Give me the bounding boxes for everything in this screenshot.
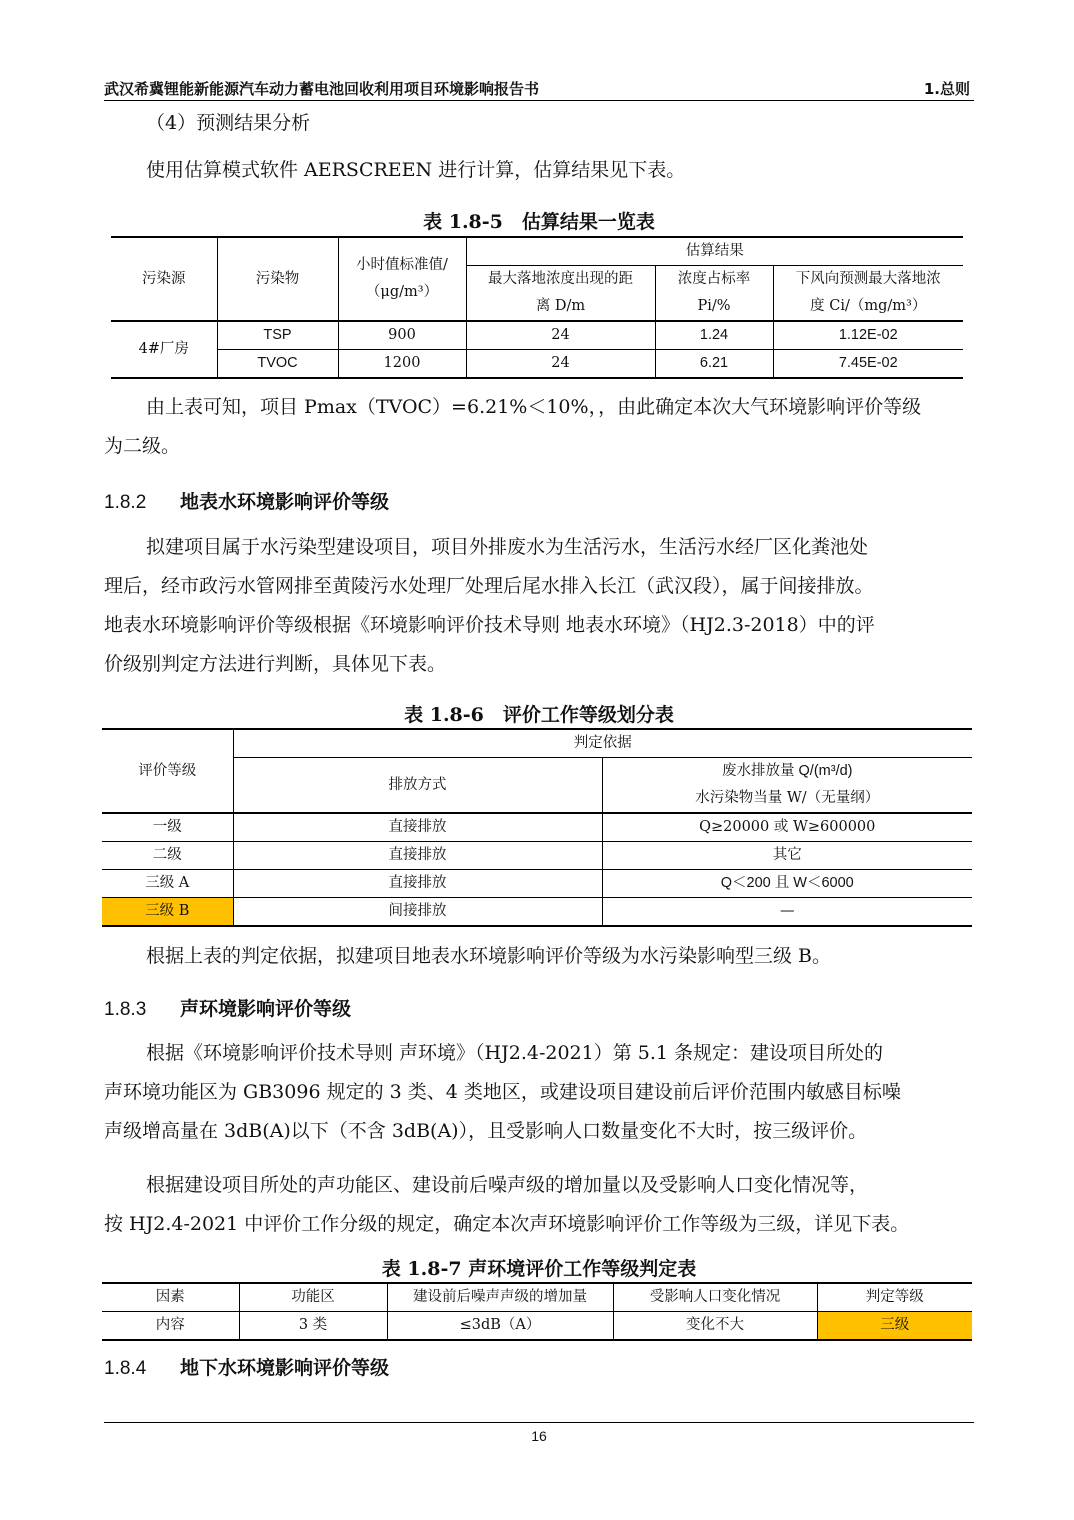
page-number: 16 (531, 1428, 547, 1444)
table-caption-1-8-5: 表 1.8-5 估算结果一览表 (423, 211, 655, 233)
grade-cell-highlighted: 三级 (817, 1312, 972, 1341)
table-row (111, 321, 963, 350)
table-row (102, 898, 972, 927)
chapter-label: 1.总则 (923, 80, 970, 98)
level-cell: 三级 A (102, 870, 233, 898)
noise-paragraph-2: 根据建设项目所处的声功能区、建设前后噪声级的增加量以及受影响人口变化情况等， 按 HJ2.4-2021 中评价工作分级的规定，确定本次声环境影响评价工作等级为三级，详见下表。 (104, 1174, 910, 1235)
criteria-cell: — (602, 898, 972, 927)
level-cell: 二级 (102, 842, 233, 870)
method-cell: 直接排放 (233, 813, 602, 842)
pollutant-cell: TSP (217, 321, 338, 350)
method-cell: 间接排放 (233, 898, 602, 927)
header-grade: 判定等级 (817, 1283, 972, 1312)
ratio-cell: 6.21 (655, 350, 773, 379)
criteria-cell: Q＜200 且 W＜6000 (602, 870, 972, 898)
header-divider (104, 100, 974, 101)
header-source: 污染源 (111, 237, 217, 321)
header-increase: 建设前后噪声声级的增加量 (387, 1283, 613, 1312)
table-row (102, 842, 972, 870)
table-caption-1-8-7: 表 1.8-7 声环境评价工作等级判定表 (381, 1258, 697, 1280)
concentration-cell: 7.45E-02 (773, 350, 963, 379)
header-factor: 因素 (102, 1283, 239, 1312)
header-level: 评价等级 (102, 729, 233, 813)
criteria-cell: 其它 (602, 842, 972, 870)
header-concentration: 下风向预测最大落地浓 度 Ci/（mg/m³） (773, 266, 963, 322)
header-standard: 小时值标准值/ （μg/m³） (338, 237, 466, 321)
header-population: 受影响人口变化情况 (613, 1283, 817, 1312)
table-header-row (102, 1283, 972, 1312)
table-row (102, 870, 972, 898)
table-row (111, 350, 963, 379)
criteria-cell: Q≥20000 或 W≥600000 (602, 813, 972, 842)
zone-cell: 3 类 (239, 1312, 387, 1341)
report-title: 武汉希冀锂能新能源汽车动力蓄电池回收利用项目环境影响报告书 (104, 80, 540, 98)
ratio-cell: 1.24 (655, 321, 773, 350)
table-row (102, 1312, 972, 1341)
header-ratio: 浓度占标率 Pi/% (655, 266, 773, 322)
header-results: 估算结果 (466, 237, 963, 266)
header-pollutant: 污染物 (217, 237, 338, 321)
header-method: 排放方式 (233, 758, 602, 814)
air-conclusion: 由上表可知，项目 Pmax（TVOC）=6.21%＜10%，，由此确定本次大气环境影响评价等级 为二级。 (104, 396, 922, 457)
noise-grading-table (102, 1282, 972, 1341)
level-cell-highlighted: 三级 B (102, 898, 233, 927)
table-row (102, 813, 972, 842)
standard-cell: 1200 (338, 350, 466, 379)
estimation-results-table (111, 236, 963, 379)
distance-cell: 24 (466, 350, 655, 379)
section-1-8-2-heading: 1.8.2 地表水环境影响评价等级 (104, 491, 390, 513)
header-criteria: 废水排放量 Q/(m³/d) 水污染物当量 W/（无量纲） (602, 758, 972, 814)
prediction-description: 使用估算模式软件 AERSCREEN 进行计算，估算结果见下表。 (146, 159, 686, 181)
page-header (104, 78, 974, 100)
source-cell: 4#厂房 (111, 321, 217, 378)
noise-paragraph-1: 根据《环境影响评价技术导则 声环境》（HJ2.4-2021）第 5.1 条规定：建设项目所处的 声环境功能区为 GB3096 规定的 3 类、4 类地区，或建设项目建设前后评价范围内敏感目标噪 声级增高量在 3dB(A)以下（不含 3dB(A)），且受影响人口数量变化不大时，按三级评价。 (104, 1042, 901, 1142)
level-cell: 一级 (102, 813, 233, 842)
distance-cell: 24 (466, 321, 655, 350)
section-1-8-4-heading: 1.8.4 地下水环境影响评价等级 (104, 1357, 390, 1379)
surface-water-conclusion: 根据上表的判定依据，拟建项目地表水环境影响评价等级为水污染影响型三级 B。 (146, 945, 832, 967)
header-basis: 判定依据 (233, 729, 972, 758)
method-cell: 直接排放 (233, 842, 602, 870)
content-cell: 内容 (102, 1312, 239, 1341)
concentration-cell: 1.12E-02 (773, 321, 963, 350)
method-cell: 直接排放 (233, 870, 602, 898)
standard-cell: 900 (338, 321, 466, 350)
footer-divider (104, 1422, 974, 1423)
section-1-8-3-heading: 1.8.3 声环境影响评价等级 (104, 998, 352, 1020)
prediction-subtitle: （4）预测结果分析 (146, 112, 311, 134)
surface-water-paragraph: 拟建项目属于水污染型建设项目，项目外排废水为生活污水，生活污水经厂区化粪池处 理后，经市政污水管网排至黄陵污水处理厂处理后尾水排入长江（武汉段），属于间接排放。 地表水环境影响评价等级根据《环境影响评价技术导则 地表水环境》（HJ2.3-2018）中的评 价级别判定方法进行判断，具体见下表。 (104, 536, 875, 675)
header-zone: 功能区 (239, 1283, 387, 1312)
grading-table (102, 728, 972, 927)
increase-cell: ≤3dB（A） (387, 1312, 613, 1341)
header-distance: 最大落地浓度出现的距 离 D/m (466, 266, 655, 322)
population-cell: 变化不大 (613, 1312, 817, 1341)
table-caption-1-8-6: 表 1.8-6 评价工作等级划分表 (404, 704, 674, 726)
pollutant-cell: TVOC (217, 350, 338, 379)
